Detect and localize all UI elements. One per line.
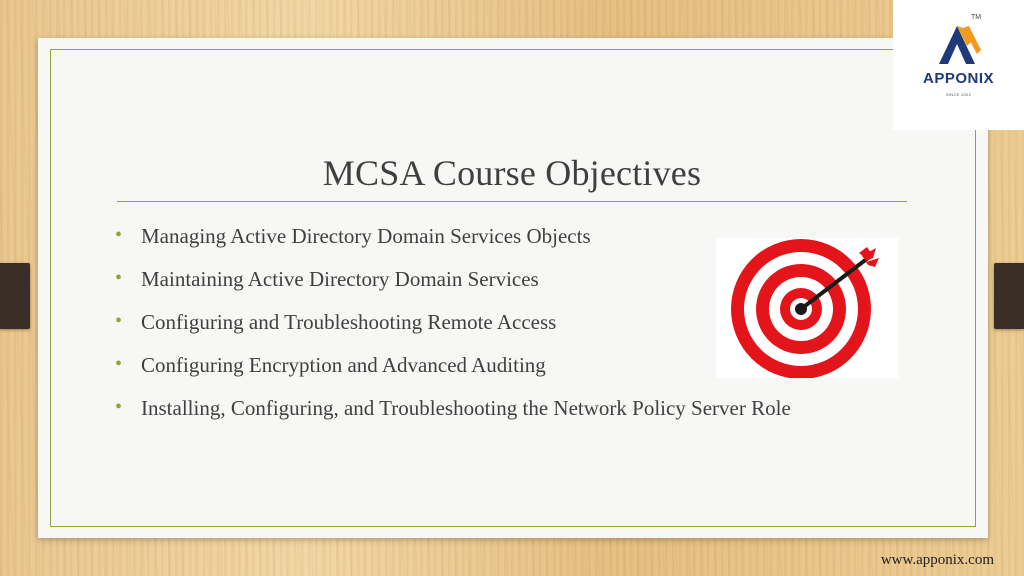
target-with-arrow-icon [716,238,898,378]
list-item [115,261,791,304]
list-item [115,390,791,433]
list-item-text: Managing Active Directory Domain Services Objects [141,224,591,248]
list-item [115,304,791,347]
list-item-text: Installing, Configuring, and Troubleshooting the Network Policy Server Role [141,396,791,420]
title-underline [117,201,907,202]
bullet-icon: • [115,267,123,289]
right-edge-tab [994,263,1024,329]
bullet-icon: • [115,310,123,332]
company-logo [893,0,1024,130]
apponix-logo-icon [933,24,983,66]
logo-name: APPONIX [922,70,994,87]
list-item [115,347,791,390]
list-item [115,218,791,261]
bullet-icon: • [115,353,123,375]
bullet-icon: • [115,396,123,418]
list-item-text: Maintaining Active Directory Domain Services [141,267,539,291]
logo-since: SINCE 2002 [945,92,972,97]
slide-title: MCSA Course Objectives [322,153,702,193]
objectives-list [115,218,791,433]
target-image [716,238,898,378]
footer-url: www.apponix.com [880,552,994,568]
list-item-text: Configuring Encryption and Advanced Auditing [141,353,546,377]
trademark-label: TM [971,14,982,21]
left-edge-tab [0,263,30,329]
bullet-icon: • [115,224,123,246]
list-item-text: Configuring and Troubleshooting Remote Access [141,310,557,334]
